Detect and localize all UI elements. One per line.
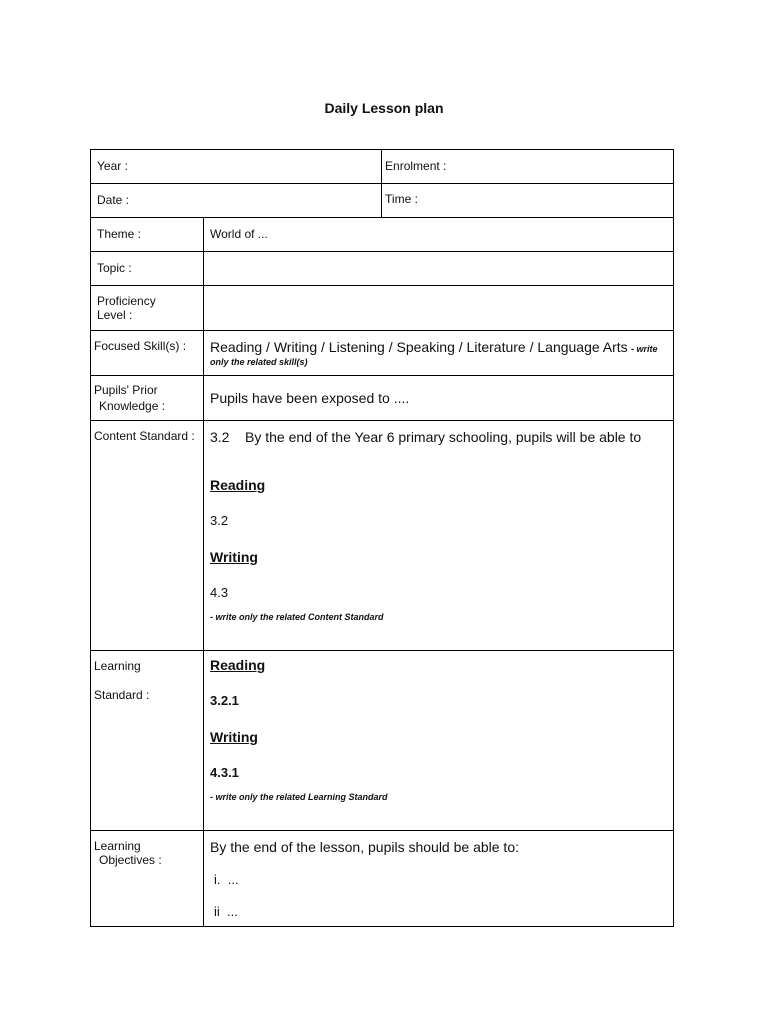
objectives-block (204, 831, 673, 920)
proficiency-label: Proficiency Level : (97, 294, 156, 322)
enrolment-cell (382, 150, 674, 184)
page-title: Daily Lesson plan (324, 100, 444, 116)
row-theme (91, 218, 674, 252)
year-label: Year : (97, 159, 128, 173)
learning-standard-block (204, 651, 673, 804)
content-label: Content Standard : (94, 429, 195, 443)
row-learning-standard (91, 651, 674, 831)
prior-value: Pupils have been exposed to .... (210, 390, 410, 406)
prior-label: Pupils' Prior Knowledge : (94, 383, 166, 413)
content-label-cell (91, 421, 204, 651)
content-writing-code: 4.3 (210, 585, 229, 600)
row-focused-skills (91, 331, 674, 376)
skills-value-cell (204, 331, 674, 376)
learning-note: - write only the related Learning Standard (210, 792, 388, 802)
topic-label: Topic : (97, 261, 132, 275)
row-topic (91, 252, 674, 286)
proficiency-label-cell (91, 286, 204, 331)
learning-value-cell (204, 651, 674, 831)
time-cell (382, 184, 674, 218)
theme-label-cell (91, 218, 204, 252)
learning-reading-code: 3.2.1 (210, 693, 239, 708)
learning-label: Learning Standard : (94, 659, 150, 702)
learning-writing-code: 4.3.1 (210, 765, 239, 780)
content-reading-head: Reading (210, 477, 266, 493)
skills-label-cell (91, 331, 204, 376)
skills-value: Reading / Writing / Listening / Speaking / Literature / Language Arts - write only the related skill(s) (210, 339, 658, 367)
content-reading-code: 3.2 (210, 513, 229, 528)
theme-value-cell (204, 218, 674, 252)
row-date (91, 184, 674, 218)
objectives-value-cell (204, 831, 674, 927)
learning-writing-head: Writing (210, 729, 258, 745)
date-label: Date : (97, 193, 130, 207)
topic-value-cell (204, 252, 674, 286)
lesson-plan-table (90, 149, 674, 927)
theme-label: Theme : (97, 227, 142, 241)
objectives-intro: By the end of the lesson, pupils should be able to: (210, 839, 519, 855)
date-cell (91, 184, 382, 218)
row-content-standard (91, 421, 674, 651)
time-label: Time : (385, 192, 418, 206)
content-writing-head: Writing (210, 549, 258, 565)
content-value-cell (204, 421, 674, 651)
objectives-label-cell (91, 831, 204, 927)
skills-label: Focused Skill(s) : (94, 339, 187, 353)
row-year (91, 150, 674, 184)
row-prior-knowledge (91, 376, 674, 421)
row-proficiency (91, 286, 674, 331)
content-standard-block (204, 421, 673, 624)
learning-label-cell (91, 651, 204, 831)
learning-reading-head: Reading (210, 657, 266, 673)
objective-item: i. ... (214, 872, 239, 887)
content-note: - write only the related Content Standard (210, 612, 384, 622)
proficiency-value-cell (204, 286, 674, 331)
content-intro: 3.2 By the end of the Year 6 primary schooling, pupils will be able to (210, 429, 642, 445)
row-learning-objectives (91, 831, 674, 927)
topic-label-cell (91, 252, 204, 286)
objectives-label: Learning Objectives : (94, 839, 162, 867)
theme-value: World of ... (210, 227, 268, 241)
enrolment-label: Enrolment : (385, 159, 447, 173)
objective-item: ii ... (214, 904, 238, 919)
prior-value-cell (204, 376, 674, 421)
prior-label-cell (91, 376, 204, 421)
year-cell (91, 150, 382, 184)
